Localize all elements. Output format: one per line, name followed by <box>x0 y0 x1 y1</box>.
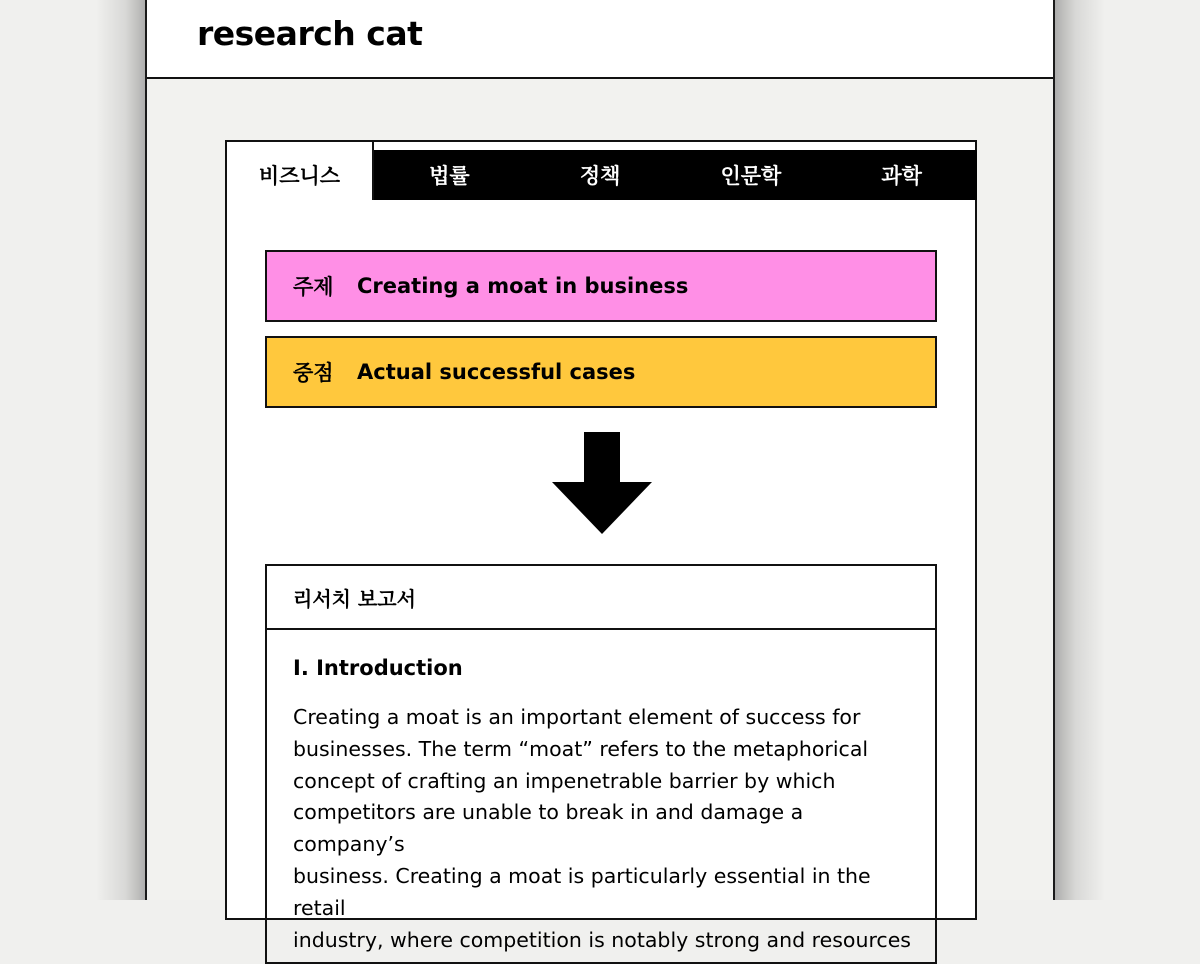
tab-business[interactable]: 비즈니스 <box>225 140 374 200</box>
tab-humanities[interactable]: 인문학 <box>720 164 782 188</box>
app-header <box>147 0 1053 79</box>
paragraph-line: businesses. The term “moat” refers to the metaphorical <box>293 736 869 761</box>
research-card <box>225 140 977 952</box>
paragraph-line: business. Creating a moat is particularly essential in the retail <box>293 863 871 920</box>
report-body <box>267 630 935 956</box>
right-shadow <box>1055 0 1105 900</box>
tab-science[interactable]: 과학 <box>881 164 922 188</box>
focus-label: 중점 <box>293 361 334 385</box>
app-logo[interactable]: research cat <box>197 14 423 53</box>
app-window <box>145 0 1055 952</box>
focus-value[interactable]: Actual successful cases <box>357 360 636 384</box>
left-shadow <box>96 0 146 900</box>
report-title: 리서치 보고서 <box>267 566 935 630</box>
tab-law[interactable]: 법률 <box>429 164 470 188</box>
paragraph-line: Creating a moat is an important element of success for <box>293 705 861 729</box>
topic-label: 주제 <box>293 275 334 299</box>
focus-field[interactable] <box>265 336 937 408</box>
category-tabbar <box>374 150 977 200</box>
paragraph-line: concept of crafting an impenetrable barrier by which <box>293 768 836 793</box>
paragraph-line: industry, where competition is notably strong and resources <box>293 927 911 952</box>
research-report <box>265 564 937 964</box>
section-title: I. Introduction <box>293 656 463 680</box>
paragraph-line: competitors are unable to break in and damage a company’s <box>293 800 804 857</box>
topic-value[interactable]: Creating a moat in business <box>357 274 689 298</box>
arrow-down-icon <box>547 432 657 537</box>
report-paragraph <box>293 702 915 956</box>
topic-field[interactable] <box>265 250 937 322</box>
tab-policy[interactable]: 정책 <box>579 164 621 188</box>
